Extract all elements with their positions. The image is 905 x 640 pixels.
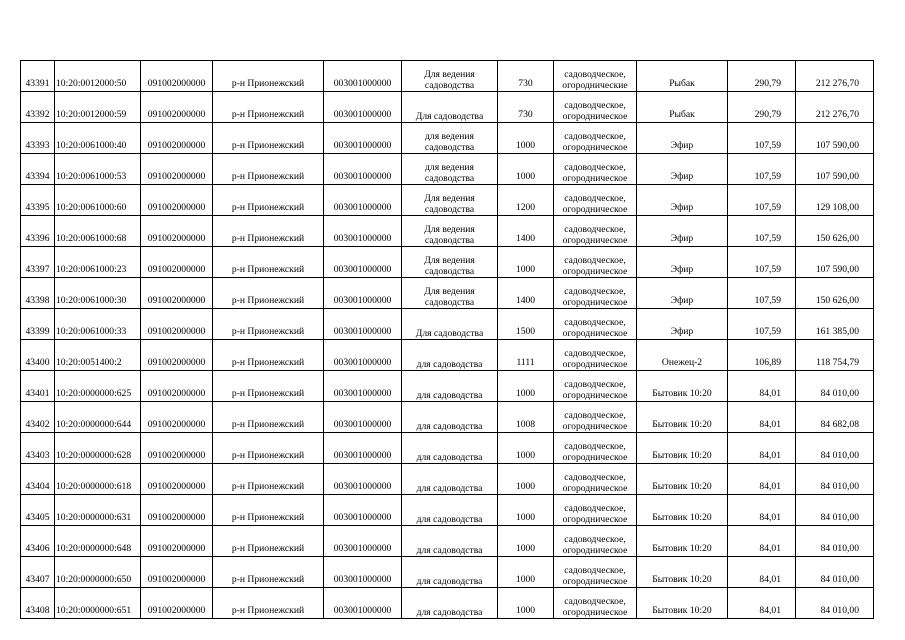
use-code-cell: 003001000000 bbox=[324, 123, 402, 154]
unit-value-cell: 84,01 bbox=[728, 495, 796, 526]
region-cell: р-н Прионежский bbox=[213, 123, 324, 154]
use-code-cell: 003001000000 bbox=[324, 402, 402, 433]
category: садоводческое, огороднические bbox=[562, 69, 628, 91]
category-cell bbox=[554, 123, 637, 154]
region-cell: р-н Прионежский bbox=[213, 216, 324, 247]
cadastral-value-cell: 107 590,00 bbox=[796, 154, 874, 185]
cadastral-value-cell: 84 010,00 bbox=[796, 557, 874, 588]
category-cell bbox=[554, 464, 637, 495]
region-cell: р-н Прионежский bbox=[213, 402, 324, 433]
okato-code-cell: 091002000000 bbox=[141, 371, 213, 402]
table-row bbox=[21, 247, 874, 278]
okato-code-cell: 091002000000 bbox=[141, 402, 213, 433]
unit-value-cell: 84,01 bbox=[728, 588, 796, 619]
association-name-cell: Эфир bbox=[637, 309, 728, 340]
permitted-use-cell bbox=[402, 557, 498, 588]
category-cell bbox=[554, 216, 637, 247]
region-cell: р-н Прионежский bbox=[213, 154, 324, 185]
use-code-cell: 003001000000 bbox=[324, 433, 402, 464]
row-id-cell: 43398 bbox=[21, 278, 55, 309]
unit-value-cell: 84,01 bbox=[728, 433, 796, 464]
row-id-cell: 43393 bbox=[21, 123, 55, 154]
permitted-use-cell bbox=[402, 340, 498, 371]
category-cell bbox=[554, 309, 637, 340]
permitted-use: Для садоводства bbox=[415, 110, 484, 122]
category: садоводческое, огородническое bbox=[562, 472, 628, 494]
unit-value-cell: 107,59 bbox=[728, 247, 796, 278]
cadastral-value-cell: 84 010,00 bbox=[796, 371, 874, 402]
permitted-use-cell bbox=[402, 433, 498, 464]
unit-value-cell: 290,79 bbox=[728, 61, 796, 92]
category: садоводческое, огородническое bbox=[562, 317, 628, 339]
unit-value-cell: 84,01 bbox=[728, 464, 796, 495]
row-id-cell: 43395 bbox=[21, 185, 55, 216]
category-cell bbox=[554, 278, 637, 309]
permitted-use: для ведения садоводства bbox=[424, 131, 475, 153]
area-cell: 1200 bbox=[498, 185, 554, 216]
area-cell: 1000 bbox=[498, 526, 554, 557]
association-name-cell: Бытовик 10:20 bbox=[637, 402, 728, 433]
cadastral-value-cell: 212 276,70 bbox=[796, 61, 874, 92]
table-row bbox=[21, 588, 874, 619]
permitted-use: для садоводства bbox=[416, 513, 483, 525]
association-name-cell: Эфир bbox=[637, 216, 728, 247]
okato-code-cell: 091002000000 bbox=[141, 588, 213, 619]
permitted-use-cell bbox=[402, 495, 498, 526]
use-code-cell: 003001000000 bbox=[324, 61, 402, 92]
permitted-use-cell bbox=[402, 92, 498, 123]
permitted-use-cell bbox=[402, 185, 498, 216]
area-cell: 1000 bbox=[498, 123, 554, 154]
use-code-cell: 003001000000 bbox=[324, 464, 402, 495]
use-code-cell: 003001000000 bbox=[324, 185, 402, 216]
okato-code-cell: 091002000000 bbox=[141, 278, 213, 309]
region-cell: р-н Прионежский bbox=[213, 61, 324, 92]
unit-value-cell: 107,59 bbox=[728, 185, 796, 216]
cadastral-value-cell: 161 385,00 bbox=[796, 309, 874, 340]
table-row bbox=[21, 433, 874, 464]
row-id-cell: 43402 bbox=[21, 402, 55, 433]
category-cell bbox=[554, 92, 637, 123]
permitted-use-cell bbox=[402, 123, 498, 154]
table-row bbox=[21, 309, 874, 340]
unit-value-cell: 84,01 bbox=[728, 557, 796, 588]
cadastral-value-cell: 84 010,00 bbox=[796, 588, 874, 619]
permitted-use: Для ведения садоводства bbox=[424, 69, 475, 91]
cadastral-number-cell: 10:20:0000000:650 bbox=[55, 557, 141, 588]
row-id-cell: 43401 bbox=[21, 371, 55, 402]
permitted-use: Для садоводства bbox=[415, 327, 484, 339]
use-code-cell: 003001000000 bbox=[324, 495, 402, 526]
okato-code-cell: 091002000000 bbox=[141, 123, 213, 154]
use-code-cell: 003001000000 bbox=[324, 526, 402, 557]
unit-value-cell: 107,59 bbox=[728, 216, 796, 247]
category-cell bbox=[554, 402, 637, 433]
table-row bbox=[21, 216, 874, 247]
permitted-use-cell bbox=[402, 464, 498, 495]
cadastral-value-cell: 84 010,00 bbox=[796, 526, 874, 557]
cadastral-value-cell: 118 754,79 bbox=[796, 340, 874, 371]
unit-value-cell: 84,01 bbox=[728, 402, 796, 433]
permitted-use-cell bbox=[402, 216, 498, 247]
unit-value-cell: 107,59 bbox=[728, 278, 796, 309]
use-code-cell: 003001000000 bbox=[324, 588, 402, 619]
cadastral-value-cell: 107 590,00 bbox=[796, 123, 874, 154]
cadastral-value-cell: 150 626,00 bbox=[796, 278, 874, 309]
area-cell: 1000 bbox=[498, 371, 554, 402]
category: садоводческое, огородническое bbox=[562, 224, 628, 246]
unit-value-cell: 107,59 bbox=[728, 154, 796, 185]
okato-code-cell: 091002000000 bbox=[141, 495, 213, 526]
permitted-use-cell bbox=[402, 309, 498, 340]
cadastral-number-cell: 10:20:0061000:33 bbox=[55, 309, 141, 340]
table-row bbox=[21, 371, 874, 402]
association-name-cell: Рыбак bbox=[637, 92, 728, 123]
row-id-cell: 43391 bbox=[21, 61, 55, 92]
association-name-cell: Эфир bbox=[637, 123, 728, 154]
use-code-cell: 003001000000 bbox=[324, 309, 402, 340]
area-cell: 1000 bbox=[498, 247, 554, 278]
region-cell: р-н Прионежский bbox=[213, 340, 324, 371]
area-cell: 1400 bbox=[498, 216, 554, 247]
okato-code-cell: 091002000000 bbox=[141, 309, 213, 340]
cadastral-value-cell: 212 276,70 bbox=[796, 92, 874, 123]
category-cell bbox=[554, 61, 637, 92]
region-cell: р-н Прионежский bbox=[213, 247, 324, 278]
area-cell: 1500 bbox=[498, 309, 554, 340]
okato-code-cell: 091002000000 bbox=[141, 464, 213, 495]
category: садоводческое, огородническое bbox=[562, 596, 628, 618]
row-id-cell: 43408 bbox=[21, 588, 55, 619]
area-cell: 1000 bbox=[498, 588, 554, 619]
cadastral-number-cell: 10:20:0061000:53 bbox=[55, 154, 141, 185]
category-cell bbox=[554, 247, 637, 278]
okato-code-cell: 091002000000 bbox=[141, 61, 213, 92]
use-code-cell: 003001000000 bbox=[324, 557, 402, 588]
association-name-cell: Эфир bbox=[637, 247, 728, 278]
permitted-use-cell bbox=[402, 247, 498, 278]
cadastral-number-cell: 10:20:0012000:59 bbox=[55, 92, 141, 123]
row-id-cell: 43392 bbox=[21, 92, 55, 123]
table-row bbox=[21, 123, 874, 154]
region-cell: р-н Прионежский bbox=[213, 371, 324, 402]
cadastral-value-cell: 84 010,00 bbox=[796, 464, 874, 495]
area-cell: 1000 bbox=[498, 495, 554, 526]
okato-code-cell: 091002000000 bbox=[141, 185, 213, 216]
category: садоводческое, огородническое bbox=[562, 348, 628, 370]
association-name-cell: Рыбак bbox=[637, 61, 728, 92]
row-id-cell: 43399 bbox=[21, 309, 55, 340]
category-cell bbox=[554, 495, 637, 526]
category: садоводческое, огородническое bbox=[562, 131, 628, 153]
cadastral-number-cell: 10:20:0000000:648 bbox=[55, 526, 141, 557]
table-row bbox=[21, 557, 874, 588]
okato-code-cell: 091002000000 bbox=[141, 340, 213, 371]
permitted-use: для садоводства bbox=[416, 451, 483, 463]
row-id-cell: 43405 bbox=[21, 495, 55, 526]
area-cell: 1008 bbox=[498, 402, 554, 433]
cadastral-number-cell: 10:20:0061000:23 bbox=[55, 247, 141, 278]
permitted-use: для садоводства bbox=[416, 389, 483, 401]
permitted-use: для садоводства bbox=[416, 482, 483, 494]
table-row bbox=[21, 526, 874, 557]
table-row bbox=[21, 154, 874, 185]
association-name-cell: Эфир bbox=[637, 154, 728, 185]
cadastral-number-cell: 10:20:0051400:2 bbox=[55, 340, 141, 371]
category-cell bbox=[554, 433, 637, 464]
category: садоводческое, огородническое bbox=[562, 441, 628, 463]
category-cell bbox=[554, 588, 637, 619]
category: садоводческое, огородническое bbox=[562, 565, 628, 587]
association-name-cell: Бытовик 10:20 bbox=[637, 433, 728, 464]
unit-value-cell: 290,79 bbox=[728, 92, 796, 123]
region-cell: р-н Прионежский bbox=[213, 464, 324, 495]
cadastral-value-cell: 150 626,00 bbox=[796, 216, 874, 247]
table-body bbox=[21, 61, 874, 619]
area-cell: 1000 bbox=[498, 557, 554, 588]
category: садоводческое, огородническое bbox=[562, 100, 628, 122]
area-cell: 730 bbox=[498, 92, 554, 123]
use-code-cell: 003001000000 bbox=[324, 371, 402, 402]
region-cell: р-н Прионежский bbox=[213, 495, 324, 526]
cadastral-number-cell: 10:20:0000000:625 bbox=[55, 371, 141, 402]
row-id-cell: 43400 bbox=[21, 340, 55, 371]
use-code-cell: 003001000000 bbox=[324, 216, 402, 247]
table-row bbox=[21, 402, 874, 433]
okato-code-cell: 091002000000 bbox=[141, 557, 213, 588]
cadastral-value-cell: 84 010,00 bbox=[796, 495, 874, 526]
unit-value-cell: 107,59 bbox=[728, 123, 796, 154]
cadastral-number-cell: 10:20:0061000:40 bbox=[55, 123, 141, 154]
permitted-use-cell bbox=[402, 61, 498, 92]
row-id-cell: 43407 bbox=[21, 557, 55, 588]
permitted-use-cell bbox=[402, 588, 498, 619]
cadastral-number-cell: 10:20:0000000:644 bbox=[55, 402, 141, 433]
cadastral-value-cell: 129 108,00 bbox=[796, 185, 874, 216]
row-id-cell: 43397 bbox=[21, 247, 55, 278]
category-cell bbox=[554, 371, 637, 402]
cadastral-number-cell: 10:20:0000000:651 bbox=[55, 588, 141, 619]
association-name-cell: Эфир bbox=[637, 278, 728, 309]
cadastral-number-cell: 10:20:0061000:68 bbox=[55, 216, 141, 247]
category-cell bbox=[554, 526, 637, 557]
area-cell: 1000 bbox=[498, 154, 554, 185]
region-cell: р-н Прионежский bbox=[213, 588, 324, 619]
category-cell bbox=[554, 557, 637, 588]
unit-value-cell: 106,89 bbox=[728, 340, 796, 371]
permitted-use: для садоводства bbox=[416, 544, 483, 556]
row-id-cell: 43403 bbox=[21, 433, 55, 464]
use-code-cell: 003001000000 bbox=[324, 340, 402, 371]
association-name-cell: Эфир bbox=[637, 185, 728, 216]
permitted-use: Для ведения садоводства bbox=[424, 193, 475, 215]
permitted-use: Для ведения садоводства bbox=[424, 255, 475, 277]
association-name-cell: Онежец-2 bbox=[637, 340, 728, 371]
association-name-cell: Бытовик 10:20 bbox=[637, 464, 728, 495]
permitted-use: Для ведения садоводства bbox=[424, 224, 475, 246]
category: садоводческое, огородническое bbox=[562, 162, 628, 184]
region-cell: р-н Прионежский bbox=[213, 309, 324, 340]
permitted-use: для садоводства bbox=[416, 575, 483, 587]
category-cell bbox=[554, 340, 637, 371]
permitted-use-cell bbox=[402, 371, 498, 402]
permitted-use: для ведения садоводства bbox=[424, 162, 475, 184]
table-row bbox=[21, 185, 874, 216]
cadastral-number-cell: 10:20:0061000:60 bbox=[55, 185, 141, 216]
cadastral-value-cell: 107 590,00 bbox=[796, 247, 874, 278]
okato-code-cell: 091002000000 bbox=[141, 154, 213, 185]
category-cell bbox=[554, 185, 637, 216]
cadastral-value-cell: 84 682,08 bbox=[796, 402, 874, 433]
cadastral-number-cell: 10:20:0000000:618 bbox=[55, 464, 141, 495]
area-cell: 1111 bbox=[498, 340, 554, 371]
table-row bbox=[21, 495, 874, 526]
area-cell: 1000 bbox=[498, 464, 554, 495]
category: садоводческое, огородническое bbox=[562, 503, 628, 525]
permitted-use: для садоводства bbox=[416, 420, 483, 432]
category: садоводческое, огородническое bbox=[562, 379, 628, 401]
category: садоводческое, огородническое bbox=[562, 286, 628, 308]
okato-code-cell: 091002000000 bbox=[141, 216, 213, 247]
okato-code-cell: 091002000000 bbox=[141, 433, 213, 464]
unit-value-cell: 107,59 bbox=[728, 309, 796, 340]
table-row bbox=[21, 278, 874, 309]
unit-value-cell: 84,01 bbox=[728, 526, 796, 557]
region-cell: р-н Прионежский bbox=[213, 92, 324, 123]
region-cell: р-н Прионежский bbox=[213, 278, 324, 309]
permitted-use-cell bbox=[402, 278, 498, 309]
table-row bbox=[21, 464, 874, 495]
okato-code-cell: 091002000000 bbox=[141, 92, 213, 123]
use-code-cell: 003001000000 bbox=[324, 278, 402, 309]
association-name-cell: Бытовик 10:20 bbox=[637, 371, 728, 402]
row-id-cell: 43404 bbox=[21, 464, 55, 495]
okato-code-cell: 091002000000 bbox=[141, 247, 213, 278]
use-code-cell: 003001000000 bbox=[324, 154, 402, 185]
region-cell: р-н Прионежский bbox=[213, 433, 324, 464]
use-code-cell: 003001000000 bbox=[324, 247, 402, 278]
region-cell: р-н Прионежский bbox=[213, 557, 324, 588]
cadastral-number-cell: 10:20:0000000:631 bbox=[55, 495, 141, 526]
area-cell: 1000 bbox=[498, 433, 554, 464]
category: садоводческое, огородническое bbox=[562, 255, 628, 277]
cadastral-value-cell: 84 010,00 bbox=[796, 433, 874, 464]
cadastral-number-cell: 10:20:0000000:628 bbox=[55, 433, 141, 464]
association-name-cell: Бытовик 10:20 bbox=[637, 495, 728, 526]
row-id-cell: 43406 bbox=[21, 526, 55, 557]
permitted-use: Для ведения садоводства bbox=[424, 286, 475, 308]
category: садоводческое, огородническое bbox=[562, 534, 628, 556]
permitted-use-cell bbox=[402, 154, 498, 185]
cadastral-number-cell: 10:20:0012000:50 bbox=[55, 61, 141, 92]
use-code-cell: 003001000000 bbox=[324, 92, 402, 123]
table-row bbox=[21, 92, 874, 123]
land-plot-table bbox=[20, 60, 874, 619]
permitted-use: для садоводства bbox=[416, 358, 483, 370]
row-id-cell: 43394 bbox=[21, 154, 55, 185]
area-cell: 1400 bbox=[498, 278, 554, 309]
okato-code-cell: 091002000000 bbox=[141, 526, 213, 557]
category: садоводческое, огородническое bbox=[562, 410, 628, 432]
row-id-cell: 43396 bbox=[21, 216, 55, 247]
association-name-cell: Бытовик 10:20 bbox=[637, 557, 728, 588]
cadastral-number-cell: 10:20:0061000:30 bbox=[55, 278, 141, 309]
permitted-use-cell bbox=[402, 402, 498, 433]
permitted-use: для садоводства bbox=[416, 606, 483, 618]
region-cell: р-н Прионежский bbox=[213, 526, 324, 557]
table-row bbox=[21, 340, 874, 371]
area-cell: 730 bbox=[498, 61, 554, 92]
unit-value-cell: 84,01 bbox=[728, 371, 796, 402]
association-name-cell: Бытовик 10:20 bbox=[637, 526, 728, 557]
category: садоводческое, огородническое bbox=[562, 193, 628, 215]
table-row bbox=[21, 61, 874, 92]
association-name-cell: Бытовик 10:20 bbox=[637, 588, 728, 619]
category-cell bbox=[554, 154, 637, 185]
region-cell: р-н Прионежский bbox=[213, 185, 324, 216]
permitted-use-cell bbox=[402, 526, 498, 557]
